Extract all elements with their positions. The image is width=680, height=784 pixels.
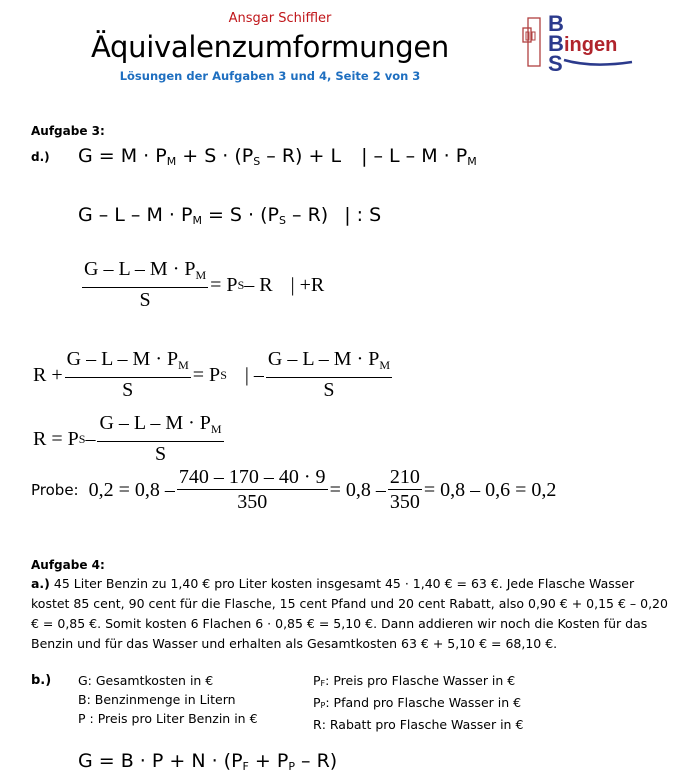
page-title: Äquivalenzumformungen	[91, 30, 449, 64]
eq-text: G = M · P	[78, 145, 167, 167]
eq-operation: | +R	[290, 273, 325, 296]
eq-text: = P	[210, 273, 238, 296]
svg-text:B: B	[548, 31, 564, 56]
denominator: 350	[237, 491, 268, 513]
eq-sub: F	[242, 760, 249, 773]
eq-text: – R) + L	[260, 145, 342, 167]
part-a-paragraph	[31, 574, 671, 654]
fraction	[65, 348, 191, 402]
eq-operation: | : S	[344, 204, 382, 226]
definition-item: R: Rabatt pro Flasche Wasser in €	[313, 717, 524, 732]
eq-sub: M	[192, 214, 202, 227]
numerator: G – L – M · P	[66, 348, 179, 370]
eq-text: = S · (P	[201, 204, 279, 226]
equation-step-3	[80, 258, 324, 312]
eq-text: + P	[248, 750, 289, 772]
eq-sub: S	[253, 155, 261, 168]
denominator: S	[139, 289, 151, 311]
eq-text: – R)	[294, 750, 338, 772]
eq-operation: | –	[244, 363, 264, 386]
definitions-left	[78, 671, 258, 728]
eq-text: – R	[244, 273, 273, 296]
eq-sub: M	[178, 358, 189, 372]
eq-text: –	[85, 427, 96, 450]
part-a-text: 45 Liter Benzin zu 1,40 € pro Liter kosten insgesamt 45 · 1,40 € = 63 €. Jede Flasche Wasser kostet 85 cent, 90 cent für die Flasche, 15 cent Pfand und 20 cent Rabatt, also 0,90 € + 0,15 € – 0,20 € = 0,85 €. Somit kosten 6 Flachen 6 · 0,85 € = 5,10 €. Dann addieren wir noch die Kosten für das Benzin und für das Wasser und erhalten als Gesamtkosten 63 € + 5,10 € = 68,10 €.	[31, 576, 668, 651]
eq-sub: M	[210, 422, 222, 436]
total-cost-formula	[78, 750, 337, 773]
author-name: Ansgar Schiffler	[228, 11, 332, 26]
eq-sub: S	[78, 431, 86, 446]
probe-check	[31, 466, 556, 514]
definition-item: $P_F$: Preis pro Flasche Wasser in €	[313, 673, 516, 688]
eq-text: R = P	[33, 427, 79, 450]
eq-sub: M	[195, 268, 207, 282]
part-a-label: a.)	[31, 576, 50, 591]
building-icon	[522, 10, 662, 72]
part-d-label: d.)	[31, 150, 50, 164]
fraction	[82, 258, 208, 312]
eq-operation: | – L – M · P	[361, 145, 468, 167]
numerator: G – L – M · P	[84, 258, 196, 280]
part-b-label: b.)	[31, 673, 52, 688]
denominator: 350	[389, 491, 420, 513]
numerator: G – L – M · P	[267, 348, 380, 370]
definition-item: $P_P$: Pfand pro Flasche Wasser in €	[313, 695, 522, 710]
svg-text:B: B	[548, 11, 564, 36]
eq-text: = 0,8 –	[329, 478, 386, 501]
equation-step-2	[78, 204, 381, 227]
eq-text: R +	[33, 363, 63, 386]
aufgabe3-heading: Aufgabe 3:	[31, 124, 105, 138]
bbs-bingen-logo	[522, 10, 662, 72]
definition-item: B: Benzinmenge in Litern	[78, 692, 236, 707]
equation-step-5	[33, 412, 226, 466]
numerator: G – L – M · P	[99, 412, 211, 434]
eq-sub: S	[279, 214, 286, 227]
eq-text: = 0,8 – 0,6 = 0,2	[423, 478, 557, 501]
fraction	[97, 412, 223, 466]
eq-sub: M	[467, 155, 477, 168]
probe-label: Probe:	[31, 481, 79, 499]
eq-text: G = B · P + N · (P	[78, 750, 243, 772]
definitions-right	[313, 671, 523, 737]
eq-text: + S · (P	[176, 145, 254, 167]
definition-item: P : Preis pro Liter Benzin in €	[78, 711, 258, 726]
eq-text: G – L – M · P	[78, 204, 193, 226]
eq-text: 0,2 = 0,8 –	[88, 478, 175, 501]
eq-text: – R)	[285, 204, 329, 226]
fraction	[388, 466, 422, 514]
eq-sub: M	[166, 155, 177, 168]
denominator: S	[154, 443, 167, 465]
aufgabe4-heading: Aufgabe 4:	[31, 558, 105, 572]
definition-item: G: Gesamtkosten in €	[78, 673, 214, 688]
denominator: S	[323, 379, 335, 401]
eq-sub: P	[288, 760, 295, 773]
eq-sub: S	[220, 367, 227, 382]
svg-text:S: S	[548, 51, 563, 72]
page-subtitle: Lösungen der Aufgaben 3 und 4, Seite 2 von 3	[119, 69, 421, 83]
eq-sub: M	[379, 358, 391, 372]
svg-text:ingen: ingen	[564, 34, 618, 56]
eq-text: = P	[192, 363, 221, 386]
fraction	[177, 466, 328, 514]
numerator: 740 – 170 – 40 · 9	[178, 466, 326, 488]
denominator: S	[122, 379, 134, 401]
numerator: 210	[389, 466, 420, 488]
equation-step-4	[33, 348, 394, 402]
fraction	[266, 348, 392, 402]
equation-step-1	[78, 145, 477, 168]
eq-sub: S	[237, 277, 245, 292]
